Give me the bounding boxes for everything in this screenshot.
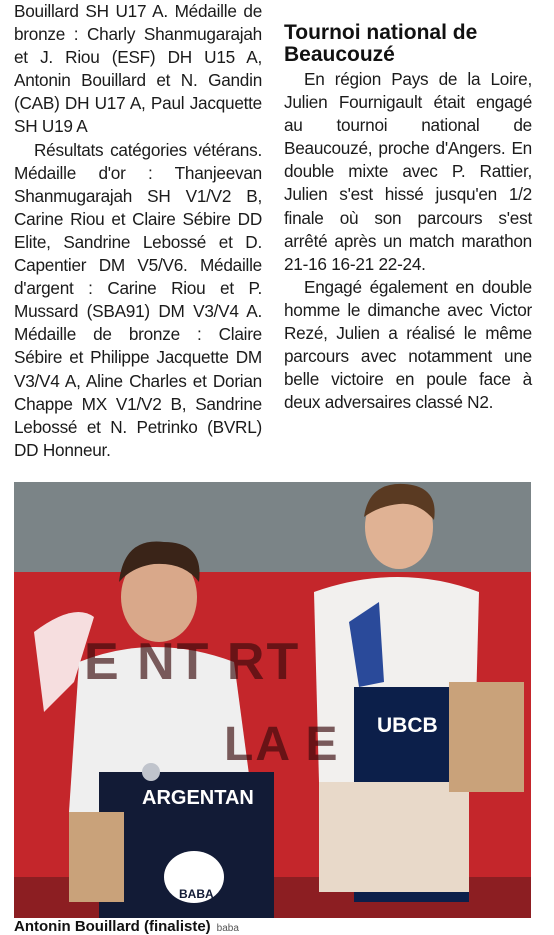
article-headline: Tournoi national de Beaucouzé — [284, 21, 478, 66]
right-paragraph-2: Engagé également en double homme le dimanche avec Victor Rezé, Julien a réalisé le même parcours avec notamment une belle victoire en poule face à deux adversaires classé N2. — [284, 276, 532, 413]
gift-bag-right — [449, 682, 524, 792]
photo-credit: baba — [216, 923, 239, 934]
photo-caption — [14, 918, 239, 935]
banner-text-top: E NT RT — [84, 633, 301, 691]
right-column — [284, 0, 532, 414]
ubcb-shirt-label: UBCB — [377, 714, 438, 737]
baba-logo-text: BABA — [179, 887, 214, 901]
ceiling — [14, 482, 531, 572]
caption-text: Antonin Bouillard (finaliste) — [14, 918, 211, 935]
left-column — [14, 0, 262, 462]
podium-photo — [14, 482, 531, 918]
gift-bag-left — [69, 812, 124, 902]
right-paragraph-1: En région Pays de la Loire, Julien Fournigault était engagé au tournoi national de Beaucouzé, proche d'Angers. En double mixte avec P. Rattier, Julien s'est hissé jusqu'en 1/2 finale où son parcours s'est arrêté après un match marathon 21-16 16-21 22-24. — [284, 69, 532, 274]
argentan-shirt-label: ARGENTAN — [142, 787, 254, 809]
left-paragraph-1: Bouillard SH U17 A. Médaille de bronze : Charly Shanmugarajah et J. Riou (ESF) DH U15 A, Antonin Bouillard et N. Gandin (CAB) DH U17 A, Paul Jacquette SH U19 A — [14, 1, 262, 137]
medal — [142, 763, 160, 781]
banner-text-bottom: LA E — [224, 718, 340, 771]
left-paragraph-2: Résultats catégories vétérans. Médaille d'or : Thanjeevan Shanmugarajah SH V1/V2 B, Carine Riou et Claire Sébire DD Elite, Sandrine Lebossé et D. Capentier DM V5/V6. Médaille d'argent : Carine Riou et P. Mussard (SBA91) DM V3/V4 A. Médaille de bronze : Claire Sébire et Philippe Jacquette DM V3/V4 A, Aline Charles et Dorian Chappe MX V1/V2 B, Sandrine Lebossé et N. Petrinko (BVRL) DD Honneur. — [14, 139, 262, 460]
right-boy-legs — [319, 782, 469, 892]
photo-illustration — [14, 482, 531, 918]
